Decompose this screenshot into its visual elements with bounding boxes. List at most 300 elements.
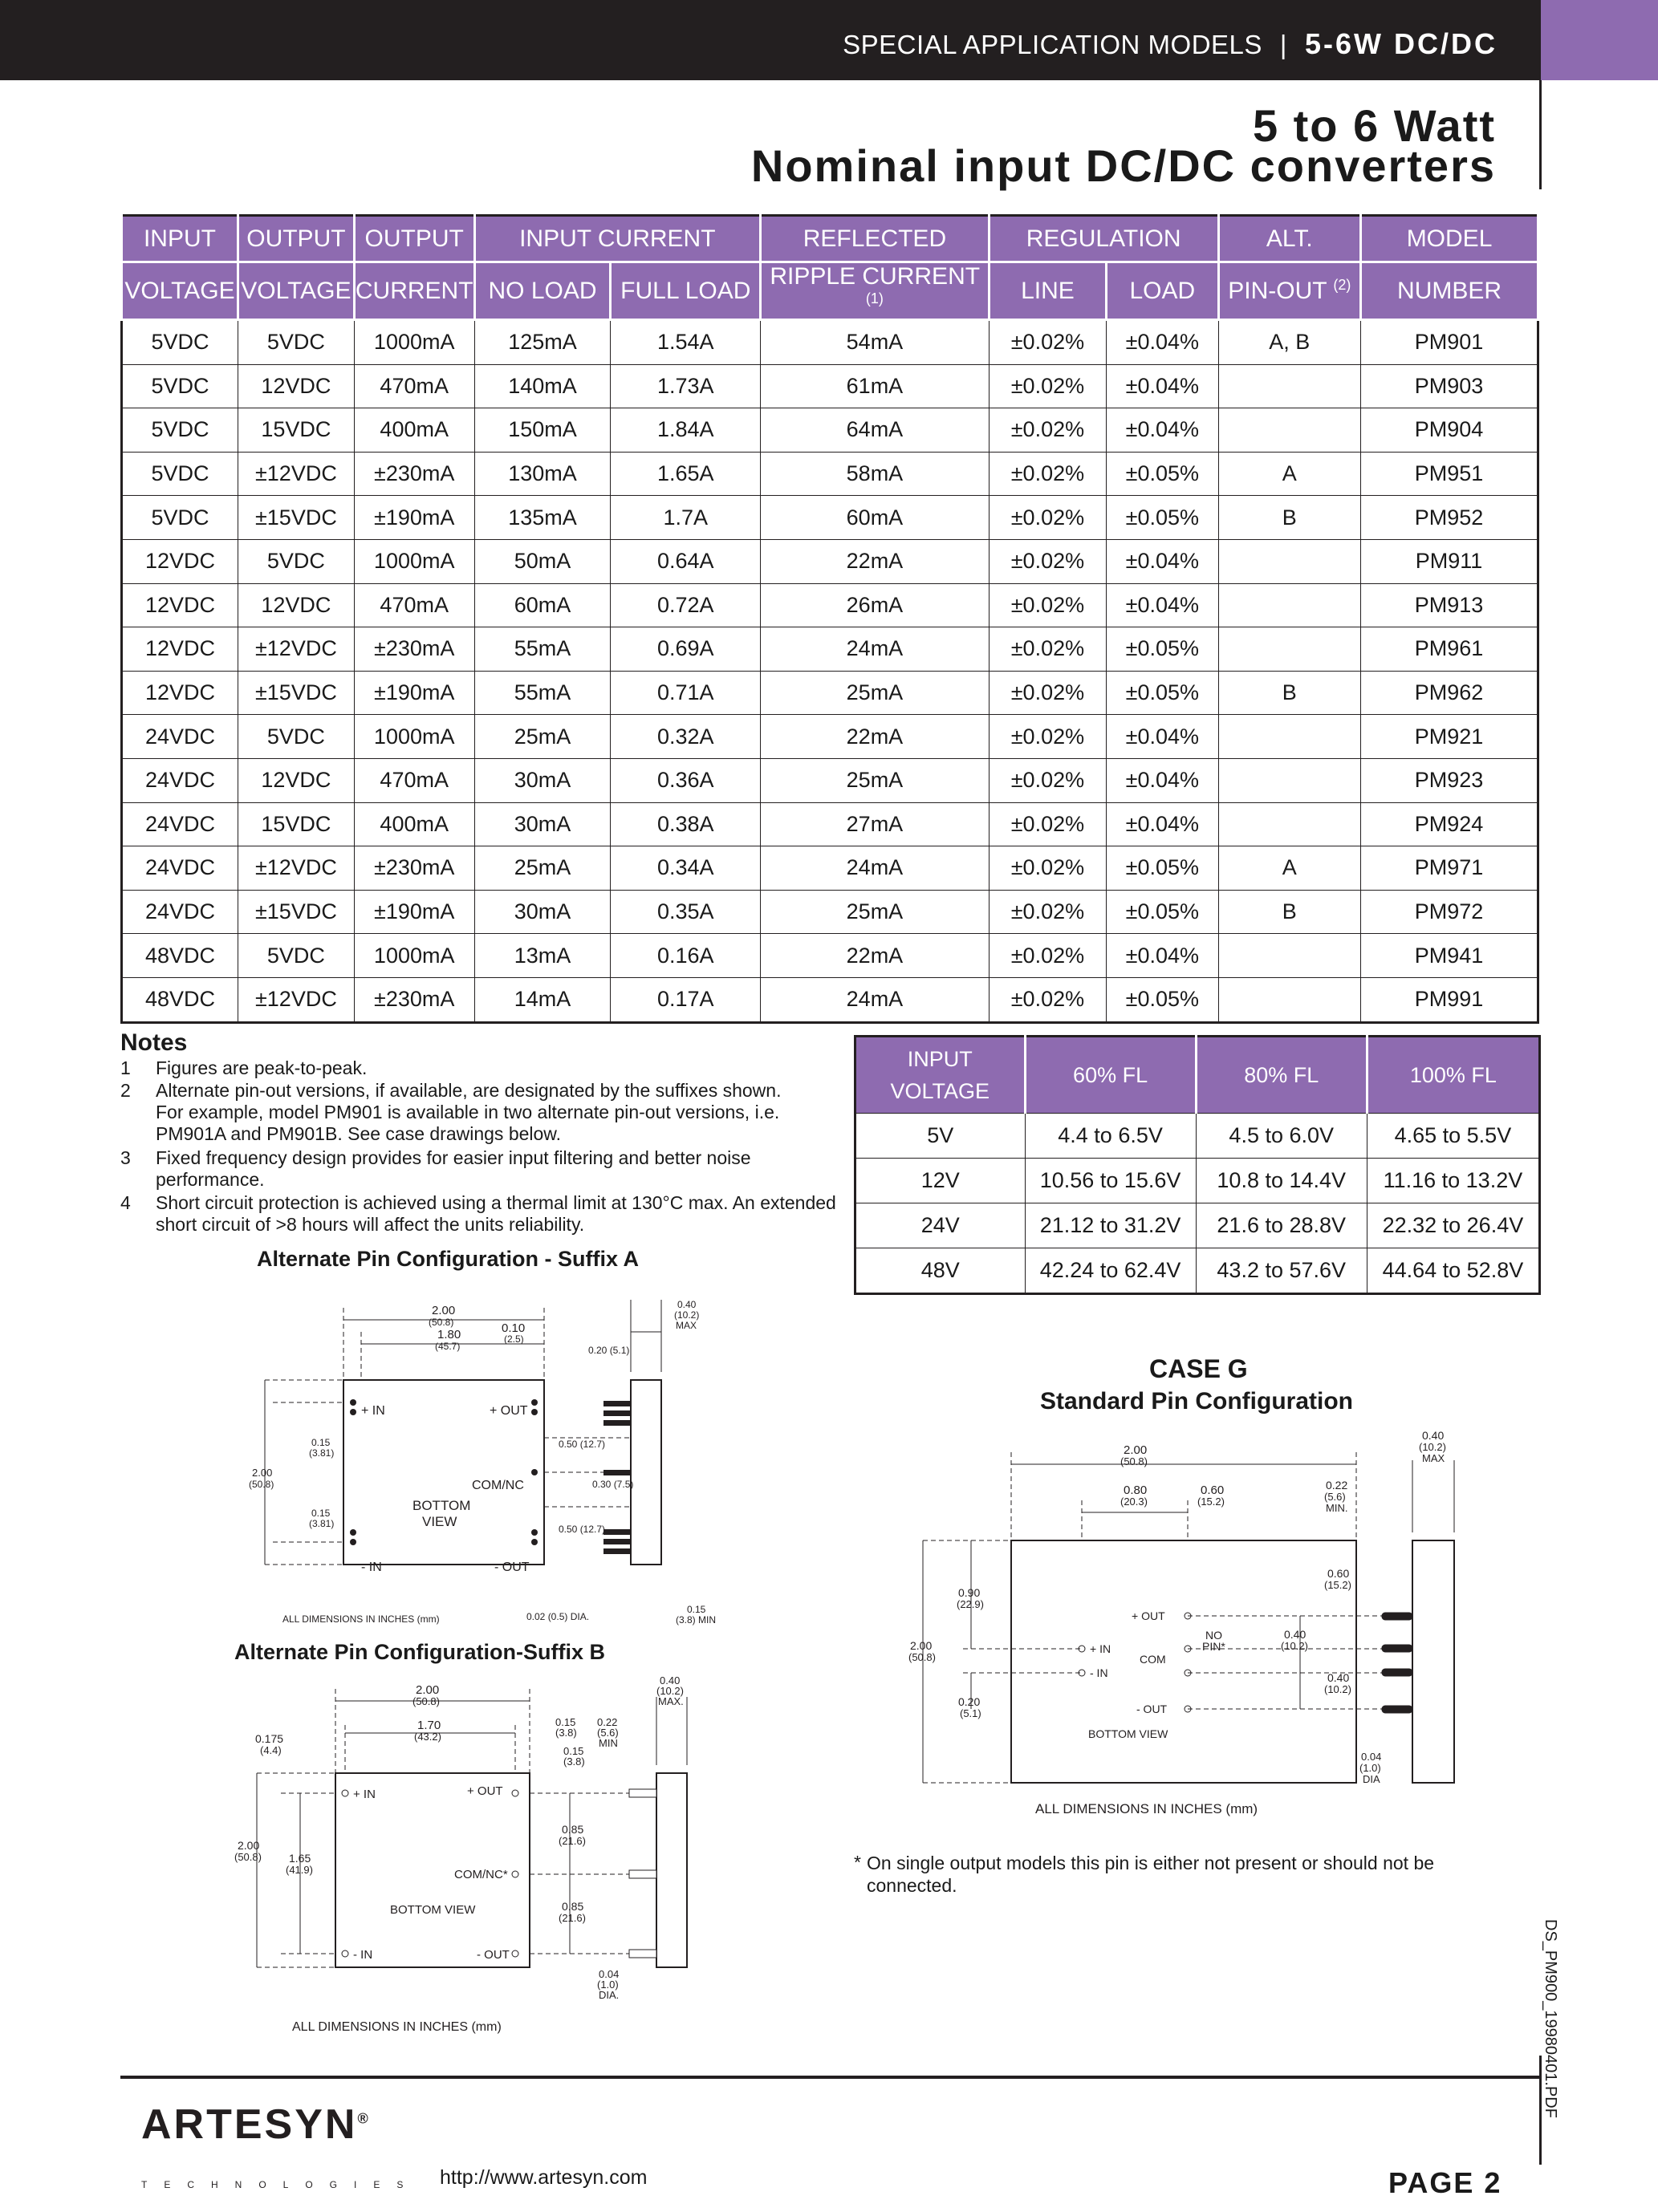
pin-label: - OUT <box>1136 1703 1168 1715</box>
table-cell: 5VDC <box>238 934 354 978</box>
table-cell: 12VDC <box>122 539 238 583</box>
table-cell: 0.34A <box>611 846 761 891</box>
th-reflected: REFLECTED <box>761 216 990 262</box>
pin <box>1382 1613 1412 1620</box>
th-number: NUMBER <box>1361 262 1538 320</box>
table-row <box>122 715 1538 759</box>
table-row <box>122 364 1538 408</box>
table-cell <box>1218 758 1361 802</box>
table-row <box>122 977 1538 1022</box>
document-id: DS_PM900_19980401.PDF <box>1542 1919 1559 2118</box>
table-cell: 12VDC <box>122 627 238 672</box>
dim-label: 0.50 (12.7) <box>559 1439 606 1450</box>
table-cell: PM971 <box>1361 846 1538 891</box>
table-cell: 5VDC <box>122 496 238 540</box>
dim-label: 0.15 <box>311 1437 331 1448</box>
page-number: PAGE 2 <box>1388 2166 1502 2199</box>
table-cell: ±12VDC <box>238 977 354 1022</box>
table-cell: 0.72A <box>611 583 761 627</box>
suffix-a-drawing <box>241 1284 754 1637</box>
pin-label: - OUT <box>477 1948 510 1962</box>
website-link[interactable]: http://www.artesyn.com <box>440 2166 648 2189</box>
note-item <box>120 1147 811 1191</box>
table-cell: ±15VDC <box>238 671 354 715</box>
th-load: LOAD <box>1107 262 1218 320</box>
dim-label: 0.15 <box>687 1604 706 1615</box>
pin-label: + IN <box>1090 1642 1111 1655</box>
pin-label: - OUT <box>494 1561 530 1574</box>
dim-label: (41.9) <box>286 1864 313 1876</box>
table-cell: ±0.05% <box>1107 977 1218 1022</box>
table-cell: ±0.02% <box>989 977 1106 1022</box>
table-cell: PM904 <box>1361 408 1538 453</box>
table-cell: PM923 <box>1361 758 1538 802</box>
dim-label: 0.60 <box>1327 1567 1350 1580</box>
logo-brand: ARTESYN <box>141 2101 358 2148</box>
th-no-load: NO LOAD <box>474 262 611 320</box>
table-cell: ±0.02% <box>989 452 1106 496</box>
th-input: INPUT <box>122 216 238 262</box>
dim-label: MAX <box>1422 1452 1445 1464</box>
table-cell: PM921 <box>1361 715 1538 759</box>
th-regulation: REGULATION <box>989 216 1218 262</box>
dim-label: 0.15 <box>555 1716 576 1728</box>
table-cell: 21.12 to 31.2V <box>1025 1203 1196 1248</box>
page-title-line2: Nominal input DC/DC converters <box>750 140 1496 191</box>
table-cell: 30mA <box>474 802 611 846</box>
table-cell: 0.71A <box>611 671 761 715</box>
pin-label: BOTTOM VIEW <box>1088 1727 1168 1740</box>
table-cell: ±12VDC <box>238 627 354 672</box>
table-cell: 27mA <box>761 802 990 846</box>
table-cell: ±0.04% <box>1107 802 1218 846</box>
table-cell: ±0.04% <box>1107 715 1218 759</box>
table-cell: 130mA <box>474 452 611 496</box>
dim-label: 0.10 <box>502 1321 526 1335</box>
table-cell: ±0.02% <box>989 802 1106 846</box>
notes-title: Notes <box>120 1029 188 1056</box>
dim-note: ALL DIMENSIONS IN INCHES (mm) <box>292 2020 502 2034</box>
table-cell: 24mA <box>761 846 990 891</box>
footer-rule <box>120 2076 1541 2079</box>
table-cell: 5V <box>855 1114 1026 1159</box>
table-cell: 12V <box>855 1159 1026 1203</box>
table-row <box>855 1248 1540 1294</box>
dim-label: 0.20 (5.1) <box>588 1345 630 1356</box>
table-row <box>122 890 1538 934</box>
table-cell: ±0.05% <box>1107 452 1218 496</box>
footnote-marker: * <box>854 1852 861 1873</box>
table-cell: 22mA <box>761 715 990 759</box>
table-cell: ±230mA <box>354 846 474 891</box>
table-cell: 1.7A <box>611 496 761 540</box>
table-row <box>122 627 1538 672</box>
table-cell: ±0.02% <box>989 364 1106 408</box>
pinout-label: PIN-OUT <box>1228 278 1327 304</box>
table-cell: 10.8 to 14.4V <box>1196 1159 1367 1203</box>
dim-label: (1.0) <box>597 1979 619 1991</box>
note-text: Fixed frequency design provides for easier input filtering and better noise performance. <box>156 1147 751 1190</box>
table-cell: 61mA <box>761 364 990 408</box>
note-item <box>120 1057 811 1079</box>
dim-label: (15.2) <box>1324 1579 1351 1591</box>
table-cell: 1.84A <box>611 408 761 453</box>
table-cell: 0.36A <box>611 758 761 802</box>
case-g-footnote: On single output models this pin is either not present or should not be connected. <box>867 1853 1435 1896</box>
table-cell: B <box>1218 890 1361 934</box>
table-cell <box>1218 934 1361 978</box>
dim-label: 0.175 <box>255 1732 284 1745</box>
table-cell: 24V <box>855 1203 1026 1248</box>
dim-label: (50.8) <box>412 1695 440 1707</box>
th-input-voltage <box>855 1037 1026 1114</box>
pin <box>603 1548 631 1554</box>
table-cell: PM903 <box>1361 364 1538 408</box>
th-voltage-out: VOLTAGE <box>238 262 354 320</box>
note-text: Short circuit protection is achieved using a thermal limit at 130°C max. An extended short circuit of >8 hours will affect the units reliability. <box>156 1192 836 1235</box>
case-g-case <box>1011 1540 1356 1783</box>
dim-label: 0.15 <box>311 1508 331 1519</box>
dim-label: (2.5) <box>504 1333 524 1345</box>
header-section: SPECIAL APPLICATION MODELS <box>843 30 1262 59</box>
table-cell: ±230mA <box>354 977 474 1022</box>
table-cell: 42.24 to 62.4V <box>1025 1248 1196 1294</box>
pin-label: - IN <box>353 1948 373 1962</box>
dim-label: (22.9) <box>957 1598 984 1610</box>
dim-label: 0.22 <box>597 1716 618 1728</box>
th-current: CURRENT <box>354 262 474 320</box>
table-cell: ±0.02% <box>989 539 1106 583</box>
table-cell: 5VDC <box>122 452 238 496</box>
pin <box>603 1470 631 1475</box>
table-cell: ±0.02% <box>989 671 1106 715</box>
th-pin-out <box>1218 262 1361 320</box>
table-cell: 24VDC <box>122 846 238 891</box>
table-cell: 26mA <box>761 583 990 627</box>
table-cell: 25mA <box>474 846 611 891</box>
note-ref-2: (2) <box>1333 277 1351 293</box>
suffix-a-title: Alternate Pin Configuration - Suffix A <box>257 1247 639 1271</box>
table-cell: B <box>1218 671 1361 715</box>
table-cell: ±190mA <box>354 671 474 715</box>
dim-label: 0.80 <box>1124 1483 1148 1497</box>
input-range-body <box>855 1114 1540 1294</box>
table-cell: 5VDC <box>122 408 238 453</box>
table-cell: 48VDC <box>122 977 238 1022</box>
dim-label: 2.00 <box>252 1467 273 1479</box>
dim-label: 0.40 <box>677 1299 697 1310</box>
table-cell: 24VDC <box>122 802 238 846</box>
dim-label: 0.40 <box>1284 1628 1306 1641</box>
table-cell: 22mA <box>761 539 990 583</box>
table-cell: 11.16 to 13.2V <box>1367 1159 1539 1203</box>
note-number: 4 <box>120 1192 131 1213</box>
note-number: 1 <box>120 1057 131 1078</box>
pin-label: + OUT <box>467 1784 503 1798</box>
table-cell: PM991 <box>1361 977 1538 1022</box>
table-cell: PM952 <box>1361 496 1538 540</box>
table-cell: ±0.05% <box>1107 846 1218 891</box>
note-item <box>120 1080 811 1145</box>
table-cell: ±15VDC <box>238 890 354 934</box>
pin-label: COM/NC <box>472 1479 524 1492</box>
dim-label: (5.6) <box>1324 1491 1346 1503</box>
table-cell: 1.65A <box>611 452 761 496</box>
table-cell: ±0.02% <box>989 583 1106 627</box>
table-cell: 24VDC <box>122 890 238 934</box>
table-cell: 55mA <box>474 627 611 672</box>
dim-label: (3.8) <box>555 1727 577 1739</box>
table-cell: 22mA <box>761 934 990 978</box>
table-cell: 400mA <box>354 408 474 453</box>
table-cell: ±230mA <box>354 627 474 672</box>
table-cell: 0.17A <box>611 977 761 1022</box>
dim-label: 1.70 <box>417 1719 441 1732</box>
dim-label: 0.30 (7.5) <box>592 1479 634 1490</box>
th-output-current: OUTPUT <box>354 216 474 262</box>
table-cell: 0.16A <box>611 934 761 978</box>
table-cell: ±0.04% <box>1107 320 1218 365</box>
note-number: 3 <box>120 1147 131 1168</box>
table-cell: 12VDC <box>238 583 354 627</box>
table-cell: ±0.02% <box>989 627 1106 672</box>
table-cell: ±0.05% <box>1107 627 1218 672</box>
dim-label: 2.00 <box>1124 1443 1148 1457</box>
table-cell: ±0.05% <box>1107 496 1218 540</box>
table-cell: 1000mA <box>354 320 474 365</box>
table-cell: 1000mA <box>354 715 474 759</box>
case-g-side <box>1412 1540 1454 1783</box>
pin <box>1382 1706 1412 1713</box>
table-row <box>122 934 1538 978</box>
table-cell: 5VDC <box>238 320 354 365</box>
table-cell: A <box>1218 452 1361 496</box>
pin-label: PIN* <box>1202 1640 1225 1653</box>
side-rule <box>1539 80 1542 189</box>
dim-label: 0.04 <box>599 1968 620 1980</box>
table-cell <box>1218 627 1361 672</box>
table-cell: ±230mA <box>354 452 474 496</box>
table-row <box>122 496 1538 540</box>
dim-label: (3.81) <box>309 1518 335 1529</box>
table-row <box>855 1114 1540 1159</box>
th-model: MODEL <box>1361 216 1538 262</box>
table-cell: 0.64A <box>611 539 761 583</box>
pin-label: + IN <box>361 1404 385 1418</box>
th-full-load: FULL LOAD <box>611 262 761 320</box>
note-ref-1: (1) <box>865 290 884 306</box>
table-cell: 24mA <box>761 627 990 672</box>
table-cell: 25mA <box>761 890 990 934</box>
dim-label: 0.04 <box>1361 1751 1382 1763</box>
table-cell: ±0.02% <box>989 496 1106 540</box>
dim-note: ALL DIMENSIONS IN INCHES (mm) <box>1035 1801 1258 1816</box>
dim-label: (10.2) <box>656 1685 684 1697</box>
dim-label: (50.8) <box>249 1479 274 1490</box>
table-cell: 1000mA <box>354 934 474 978</box>
header-separator: | <box>1279 30 1287 59</box>
pin-label: - IN <box>1090 1666 1108 1679</box>
ripple-label: RIPPLE CURRENT <box>770 263 980 290</box>
table-cell: ±0.02% <box>989 934 1106 978</box>
table-cell: A, B <box>1218 320 1361 365</box>
table-cell: 48VDC <box>122 934 238 978</box>
table-row <box>855 1159 1540 1203</box>
table-cell: 54mA <box>761 320 990 365</box>
table-cell <box>1218 977 1361 1022</box>
dim-label: MAX. <box>658 1695 684 1707</box>
pin <box>629 1950 656 1958</box>
pin-label: + OUT <box>490 1404 528 1418</box>
table-cell: 13mA <box>474 934 611 978</box>
pin-label: NO <box>1205 1629 1222 1642</box>
table-cell <box>1218 408 1361 453</box>
table-row <box>122 671 1538 715</box>
dim-label: (10.2) <box>1324 1683 1351 1695</box>
table-cell: 5VDC <box>238 539 354 583</box>
header-accent <box>1541 0 1658 80</box>
table-cell: 24mA <box>761 977 990 1022</box>
th-alt: ALT. <box>1218 216 1361 262</box>
case-g-title: CASE G <box>1149 1354 1248 1383</box>
table-row <box>122 846 1538 891</box>
table-cell: 25mA <box>474 715 611 759</box>
th-output: OUTPUT <box>238 216 354 262</box>
table-cell: 60mA <box>474 583 611 627</box>
table-cell: PM924 <box>1361 802 1538 846</box>
dim-label: MIN. <box>1326 1502 1348 1514</box>
case-g-subtitle: Standard Pin Configuration <box>1040 1388 1353 1414</box>
table-cell: 470mA <box>354 758 474 802</box>
pin-label: COM <box>1140 1653 1166 1666</box>
table-cell: PM951 <box>1361 452 1538 496</box>
table-cell <box>1218 583 1361 627</box>
table-cell: 12VDC <box>122 583 238 627</box>
dim-label: (21.6) <box>559 1835 586 1847</box>
table-cell: 24VDC <box>122 715 238 759</box>
table-cell: ±190mA <box>354 890 474 934</box>
table-cell: ±190mA <box>354 496 474 540</box>
table-row <box>855 1203 1540 1248</box>
dim-label: 0.85 <box>562 1823 584 1836</box>
th-line: LINE <box>989 262 1106 320</box>
table-cell: 25mA <box>761 671 990 715</box>
table-cell: 470mA <box>354 583 474 627</box>
table-cell: 0.69A <box>611 627 761 672</box>
note-text: Figures are peak-to-peak. <box>156 1057 368 1078</box>
table-cell: 15VDC <box>238 408 354 453</box>
table-cell: 1000mA <box>354 539 474 583</box>
table-cell: 5VDC <box>238 715 354 759</box>
specs-table-body <box>122 320 1538 1023</box>
logo-tagline: TECHNOLOGIES <box>141 2179 421 2190</box>
table-row <box>122 408 1538 453</box>
table-cell: 12VDC <box>238 364 354 408</box>
dim-label: DIA. <box>599 1989 620 2001</box>
table-cell: B <box>1218 496 1361 540</box>
pin-label: - IN <box>361 1561 382 1574</box>
dim-label: (3.8) MIN <box>676 1614 717 1626</box>
dim-label: 2.00 <box>910 1639 933 1652</box>
th-80fl: 80% FL <box>1196 1037 1367 1114</box>
suffix-a-side <box>631 1380 661 1565</box>
th-100fl: 100% FL <box>1367 1037 1539 1114</box>
dim-label: 0.50 (12.7) <box>559 1524 606 1535</box>
table-cell: 14mA <box>474 977 611 1022</box>
table-row <box>122 758 1538 802</box>
table-cell: PM913 <box>1361 583 1538 627</box>
suffix-b-side <box>656 1773 687 1967</box>
table-cell: 4.4 to 6.5V <box>1025 1114 1196 1159</box>
table-row <box>122 539 1538 583</box>
dim-label: (5.6) <box>597 1727 619 1739</box>
table-cell: ±0.04% <box>1107 539 1218 583</box>
dim-label: (15.2) <box>1197 1496 1225 1508</box>
pin <box>603 1420 631 1426</box>
table-cell: PM941 <box>1361 934 1538 978</box>
table-cell: 470mA <box>354 364 474 408</box>
table-cell: 0.38A <box>611 802 761 846</box>
table-cell: ±0.02% <box>989 758 1106 802</box>
dim-label: 1.80 <box>437 1328 461 1341</box>
table-cell: 1.73A <box>611 364 761 408</box>
th-input-current: INPUT CURRENT <box>474 216 761 262</box>
specs-table <box>120 214 1539 1024</box>
table-cell: 150mA <box>474 408 611 453</box>
table-cell: PM911 <box>1361 539 1538 583</box>
table-cell <box>1218 364 1361 408</box>
th-60fl: 60% FL <box>1025 1037 1196 1114</box>
th-input-label: INPUT <box>907 1047 973 1071</box>
suffix-b-title: Alternate Pin Configuration-Suffix B <box>234 1640 605 1664</box>
table-cell: 30mA <box>474 758 611 802</box>
dim-label: 0.60 <box>1201 1483 1225 1497</box>
table-cell: 5VDC <box>122 364 238 408</box>
table-cell: 4.65 to 5.5V <box>1367 1114 1539 1159</box>
table-cell: ±0.02% <box>989 320 1106 365</box>
input-range-table <box>854 1035 1541 1295</box>
dim-label: (10.2) <box>1419 1441 1446 1453</box>
dim-label: 0.90 <box>958 1586 981 1599</box>
table-cell: 58mA <box>761 452 990 496</box>
note-text: Alternate pin-out versions, if available, are designated by the suffixes shown. For example, model PM901 is available in two alternate pin-out versions, i.e. PM901A and PM901B. See case drawings below. <box>156 1080 782 1144</box>
table-cell: 50mA <box>474 539 611 583</box>
dim-label: (50.8) <box>429 1317 454 1328</box>
table-cell: 12VDC <box>238 758 354 802</box>
dim-label: DIA <box>1363 1773 1380 1785</box>
table-row <box>122 452 1538 496</box>
table-cell: ±0.02% <box>989 890 1106 934</box>
dim-label: (3.81) <box>309 1447 335 1459</box>
dim-label: 0.40 <box>1422 1429 1445 1442</box>
table-cell: ±0.04% <box>1107 758 1218 802</box>
table-cell: PM901 <box>1361 320 1538 365</box>
dim-label: (43.2) <box>414 1731 441 1743</box>
dim-label: (50.8) <box>1120 1455 1148 1467</box>
note-item <box>120 1192 836 1236</box>
case-g-drawing <box>907 1428 1501 1829</box>
table-cell: PM961 <box>1361 627 1538 672</box>
dim-label: (21.6) <box>559 1912 586 1924</box>
pin <box>603 1529 631 1535</box>
table-cell: 0.35A <box>611 890 761 934</box>
dim-label: 2.00 <box>432 1304 456 1317</box>
table-cell: ±0.05% <box>1107 890 1218 934</box>
table-cell: 60mA <box>761 496 990 540</box>
dim-label: (3.8) <box>563 1755 585 1768</box>
table-cell: ±0.02% <box>989 715 1106 759</box>
dim-label: (50.8) <box>908 1651 936 1663</box>
